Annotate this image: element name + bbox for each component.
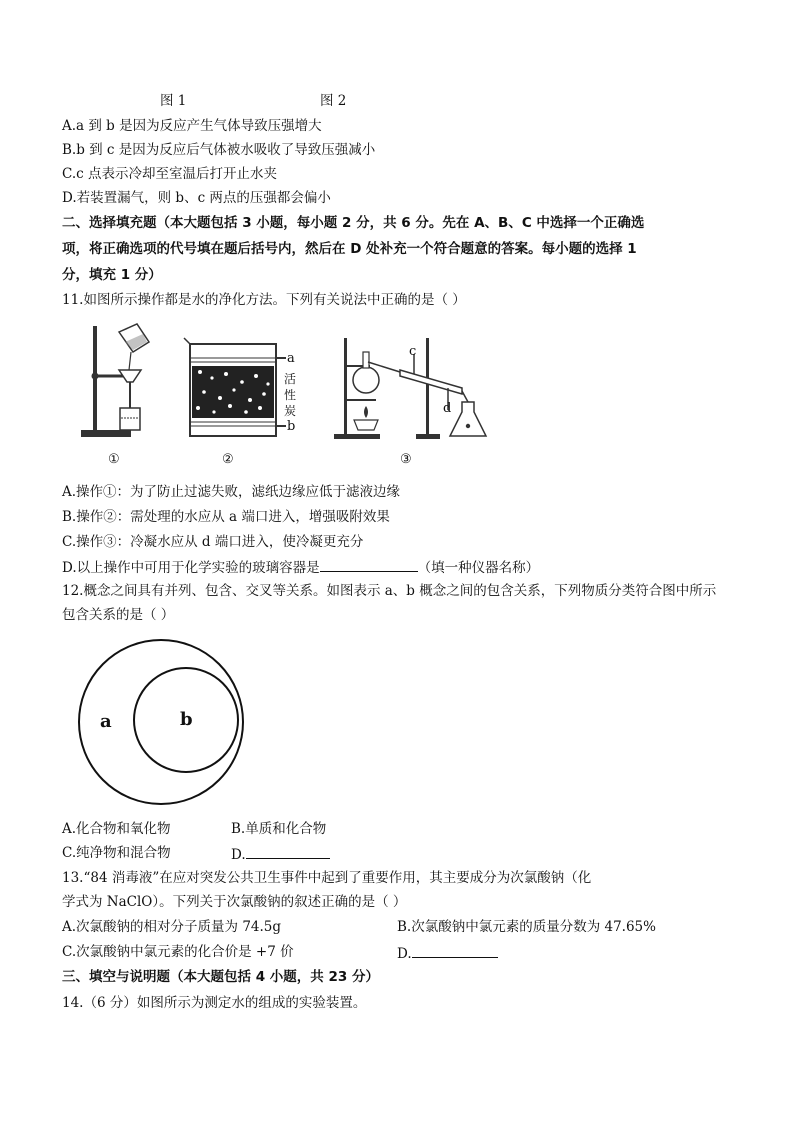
q12-stem-line1: 12.概念之间具有并列、包含、交叉等关系。如图表示 a、b 概念之间的包含关系，下列物质分类符合图中所示 [62, 583, 717, 599]
port-b-label: b [287, 419, 296, 434]
port-d-label: d [443, 401, 452, 416]
distilling-flask [353, 367, 379, 393]
q14-stem: 14.（6 分）如图所示为测定水的组成的实验装置。 [62, 995, 367, 1011]
venn-label-a: a [100, 711, 112, 732]
q12-option-a: A.化合物和氧化物 [62, 821, 171, 837]
q11-option-d [62, 557, 539, 577]
section-2-heading-line3: 分，填充 1 分） [62, 267, 162, 283]
answer-blank[interactable] [246, 844, 330, 859]
q10-option-b: B.b 到 c 是因为反应后气体被水吸收了导致压强减小 [62, 142, 376, 158]
q11-option-c: C.操作③：冷凝水应从 d 端口进入，使冷凝更充分 [62, 534, 364, 550]
q10-option-d: D.若装置漏气，则 b、c 两点的压强都会偏小 [62, 190, 331, 206]
q12-option-d-label: D. [231, 847, 246, 863]
stand-base [81, 430, 131, 437]
port-a-label: a [287, 351, 295, 366]
carbon-label-1: 活 [284, 372, 297, 386]
q13-stem-line1: 13.“84 消毒液”在应对突发公共卫生事件中起到了重要作用，其主要成分为次氯酸钠（化 [62, 870, 592, 886]
filtration-apparatus-figure [75, 322, 150, 442]
q11-option-a: A.操作①：为了防止过滤失败，滤纸边缘应低于滤液边缘 [62, 484, 401, 500]
q12-option-d [231, 844, 330, 864]
section-2-heading-line1: 二、选择填充题（本大题包括 3 小题，每小题 2 分，共 6 分。先在 A、B、C 中选择一个正确选 [62, 215, 645, 231]
figure-1-number: ① [108, 452, 120, 467]
q11-option-d-suffix: （填一种仪器名称） [417, 560, 540, 576]
q12-option-b: B.单质和化合物 [231, 821, 327, 837]
alcohol-lamp [354, 420, 378, 430]
figure-2-caption: 图 2 [320, 93, 347, 109]
q12-option-c: C.纯净物和混合物 [62, 845, 171, 861]
q11-option-d-prefix: D.以上操作中可用于化学实验的玻璃容器是 [62, 560, 320, 576]
stand-rod [344, 338, 347, 436]
venn-label-b: b [180, 709, 193, 730]
q13-stem-line2: 学式为 NaClO）。下列关于次氯酸钠的叙述正确的是（ ） [62, 894, 407, 910]
q13-option-d [397, 943, 498, 963]
figure-1-caption: 图 1 [160, 93, 187, 109]
q13-option-b: B.次氯酸钠中氯元素的质量分数为 47.65% [397, 919, 656, 935]
section-2-heading-line2: 项，将正确选项的代号填在题后括号内，然后在 D 处补充一个符合题意的答案。每小题的选择 1 [62, 241, 637, 257]
funnel [119, 370, 141, 382]
q11-stem: 11.如图所示操作都是水的净化方法。下列有关说法中正确的是（ ） [62, 292, 466, 308]
carbon-filter-figure [182, 336, 292, 444]
port-c-label: c [409, 344, 417, 359]
figure-3-number: ③ [400, 452, 412, 467]
q10-option-a: A.a 到 b 是因为反应产生气体导致压强增大 [62, 118, 322, 134]
q10-option-c: C.c 点表示冷却至室温后打开止水夹 [62, 166, 277, 182]
carbon-label-2: 性 [284, 388, 297, 402]
q13-option-c: C.次氯酸钠中氯元素的化合价是 +7 价 [62, 944, 294, 960]
carbon-label-3: 炭 [284, 404, 297, 418]
q13-option-d-label: D. [397, 946, 412, 962]
condenser [400, 370, 462, 394]
q11-option-b: B.操作②：需处理的水应从 a 端口进入，增强吸附效果 [62, 509, 390, 525]
section-3-heading: 三、填空与说明题（本大题包括 4 小题，共 23 分） [62, 969, 379, 985]
q12-stem-line2: 包含关系的是（ ） [62, 607, 175, 623]
receiving-flask [450, 402, 486, 436]
glass-rod [129, 352, 131, 370]
beaker [120, 408, 140, 430]
figure-2-number: ② [222, 452, 234, 467]
q13-option-a: A.次氯酸钠的相对分子质量为 74.5g [62, 919, 282, 935]
answer-blank[interactable] [320, 557, 418, 572]
answer-blank[interactable] [412, 943, 498, 958]
